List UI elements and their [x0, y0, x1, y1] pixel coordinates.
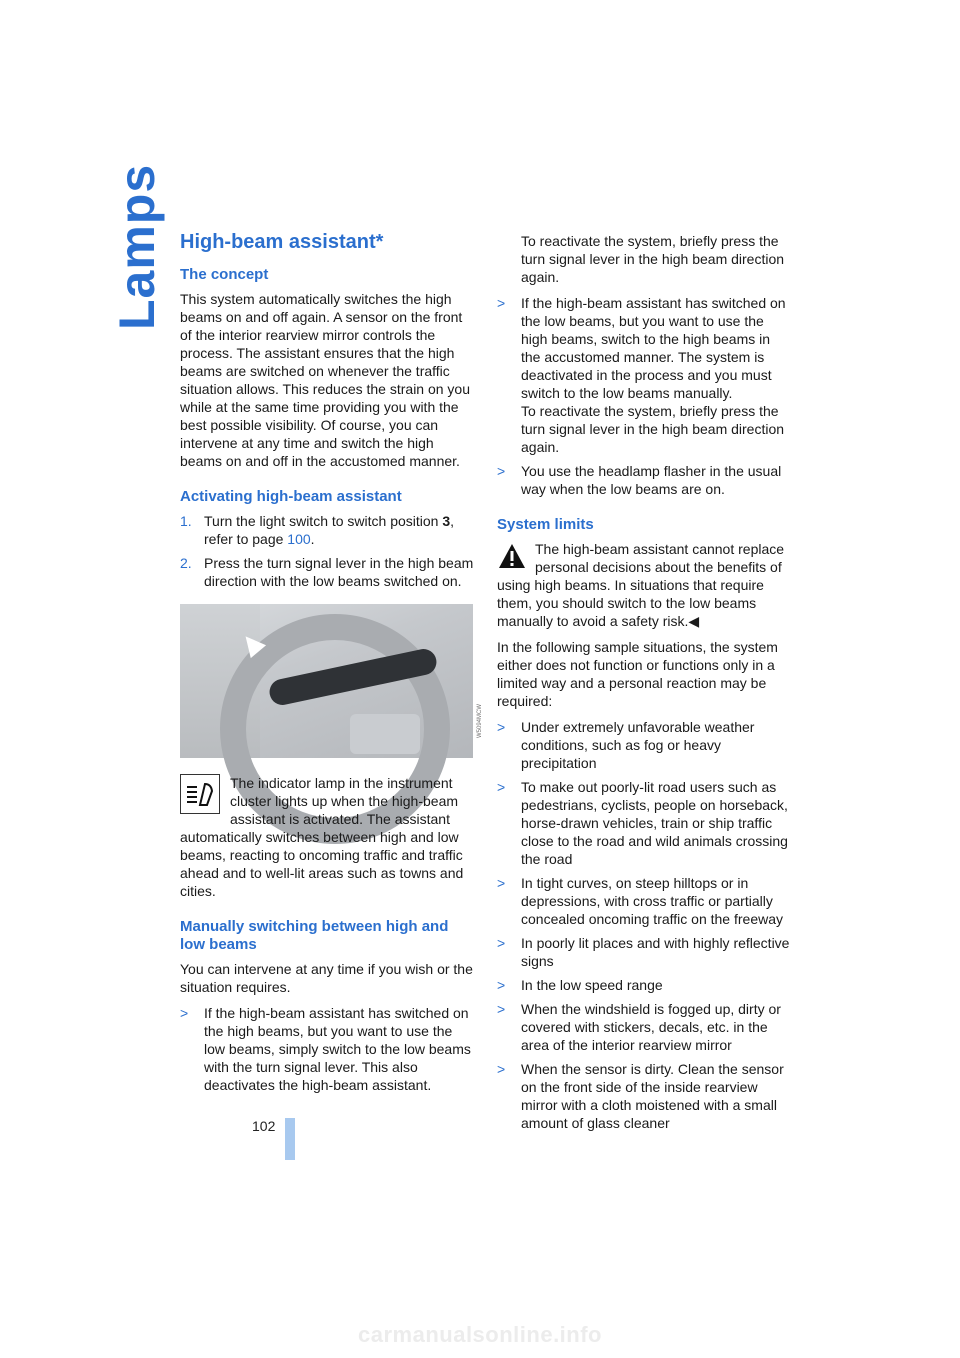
warning-triangle-icon	[497, 542, 527, 570]
bullet-text: In tight curves, on steep hilltops or in depressions, with cross traffic or partially concealed oncoming traffic on the freeway	[521, 875, 784, 927]
list-item	[497, 778, 792, 868]
section-title: Lamps	[109, 163, 165, 330]
list-item	[497, 294, 792, 456]
left-column	[180, 226, 483, 1102]
page-title: High-beam assistant*	[180, 231, 384, 253]
concept-heading: The concept	[180, 266, 269, 283]
list-item	[497, 874, 792, 928]
bullet-text: Under extremely unfavorable weather conditions, such as fog or heavy precipitation	[521, 719, 755, 771]
activation-steps	[180, 512, 475, 590]
list-item	[497, 1060, 792, 1132]
manual-paragraph: You can intervene at any time if you wish or the situation requires.	[180, 961, 473, 995]
step-text: Turn the light switch to switch position 3, refer to page 100.	[204, 513, 455, 547]
bullet-marker: >	[497, 977, 506, 993]
bullet-extra-text: To reactivate the system, briefly press the turn signal lever in the high beam direction again.	[521, 403, 785, 455]
page-link[interactable]: 100	[287, 531, 311, 547]
step-item	[180, 554, 475, 590]
sample-paragraph: In the following sample situations, the system either does not function or functions only in a limited way and a personal reaction may be required:	[497, 639, 778, 709]
step-text: Press the turn signal lever in the high beam direction with the low beams switched on.	[204, 555, 474, 589]
page-number: 102	[252, 1118, 276, 1134]
bullet-text: In poorly lit places and with highly reflective signs	[521, 935, 790, 969]
step-number: 2.	[180, 555, 192, 571]
limit-bullets	[497, 718, 792, 1132]
bullet-text: If the high-beam assistant has switched on the low beams, but you want to use the high beams, switch to the high beams in the accustomed manner. The system is deactivated in the process and you must switch to the low beams manually.	[521, 295, 786, 401]
manual-bullets	[180, 1004, 475, 1094]
activating-heading: Activating high-beam assistant	[180, 488, 402, 505]
step-item	[180, 512, 475, 548]
list-item	[497, 976, 792, 994]
list-item	[497, 462, 792, 498]
bullet-text: When the windshield is fogged up, dirty or covered with stickers, decals, etc. in the area of the interior rearview mirror	[521, 1001, 781, 1053]
step-number: 1.	[180, 513, 192, 529]
bullet-marker: >	[497, 875, 506, 891]
bullet-marker: >	[497, 463, 506, 479]
concept-paragraph: This system automatically switches the high beams on and off again. A sensor on the front of the interior rearview mirror controls the process. The assistant ensures that the high beams are switched on whenever the traffic situation allows. This reduces the strain on you while at the same time providing you with the best possible visibility. Of course, you can intervene at any time and switch the high beams on and off in the accustomed manner.	[180, 291, 471, 469]
list-item	[497, 1000, 792, 1054]
warning-block	[497, 540, 792, 630]
page-bar	[285, 1118, 295, 1160]
right-column	[497, 226, 792, 1140]
end-marker: ◀	[688, 613, 700, 629]
bullet-marker: >	[180, 1005, 189, 1021]
bullet-marker: >	[497, 1061, 506, 1077]
bullet-text: To make out poorly-lit road users such as pedestrians, cyclists, people on horseback, horse-drawn vehicles, train or ship traffic close to the road and wild animals crossing the road	[521, 779, 788, 867]
list-item	[497, 718, 792, 772]
high-beam-assistant-icon	[180, 774, 220, 814]
indicator-block	[180, 774, 475, 900]
watermark: carmanualsonline.info	[358, 1322, 602, 1347]
bullet-marker: >	[497, 1001, 506, 1017]
bullet-text: You use the headlamp flasher in the usual way when the low beams are on.	[521, 463, 782, 497]
list-item	[497, 934, 792, 970]
list-item	[180, 1004, 475, 1094]
bullet-marker: >	[497, 935, 506, 951]
reactivate-paragraph: To reactivate the system, briefly press the turn signal lever in the high beam direction again.	[521, 233, 785, 285]
bullet-text: In the low speed range	[521, 977, 663, 993]
warning-paragraph: The high-beam assistant cannot replace personal decisions about the benefits of using high beams. In situations that require them, you should switch to the low beams manually to avoid a safety risk.◀	[497, 541, 785, 629]
bullet-marker: >	[497, 779, 506, 795]
figure-code: W5094MCW	[477, 704, 483, 739]
bullet-text: If the high-beam assistant has switched on the high beams, but you want to use the low beams, simply switch to the low beams with the turn signal lever. This also deactivates the high-beam assistant.	[204, 1005, 471, 1093]
bullet-marker: >	[497, 719, 506, 735]
bullet-marker: >	[497, 295, 506, 311]
top-bullets	[497, 294, 792, 498]
indicator-paragraph: The indicator lamp in the instrument cluster lights up when the high-beam assistant is activated. The assistant automatically switches between high and low beams, reacting to oncoming traffic and traffic ahead and to well-lit areas such as towns and cities.	[180, 775, 464, 899]
steering-lever-illustration	[180, 604, 483, 758]
bullet-text: When the sensor is dirty. Clean the sensor on the front side of the inside rearview mirror with a cloth moistened with a small amount of glass cleaner	[521, 1061, 784, 1131]
limits-heading: System limits	[497, 516, 594, 533]
manual-heading: Manually switching between high and low beams	[180, 918, 449, 953]
